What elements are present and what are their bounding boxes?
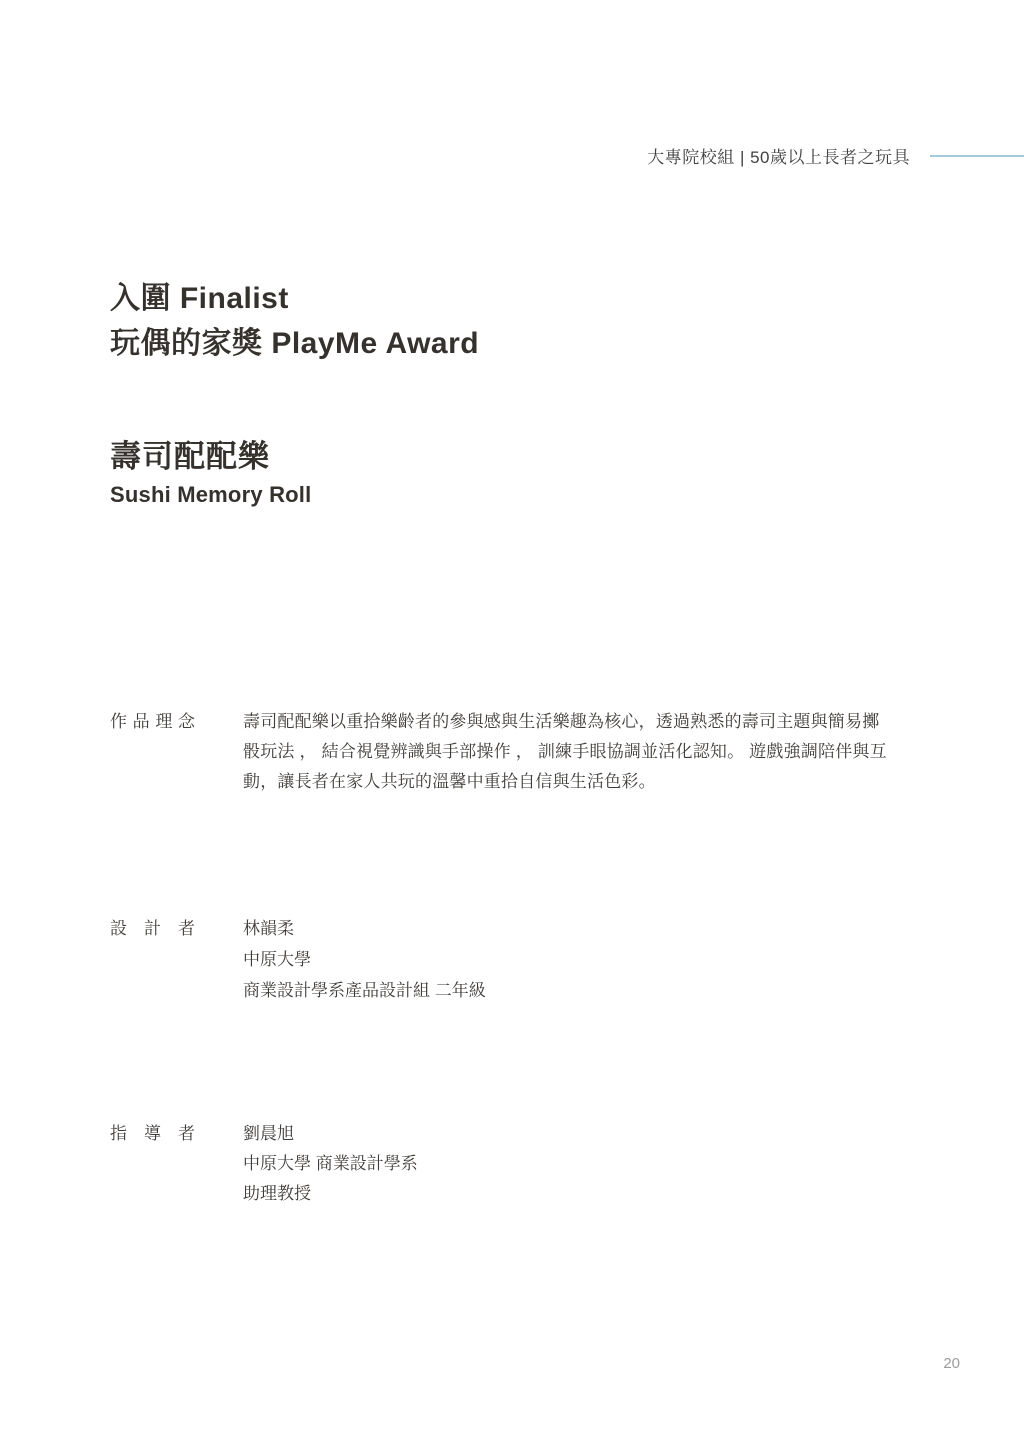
advisor-name: 劉晨旭 [243, 1124, 294, 1143]
concept-text-line: 骰玩法 ， 結合視覺辨識與手部操作 ， 訓練手眼協調並活化認知。 遊戲強調陪伴與互 [243, 742, 887, 761]
award-line-finalist: 入圍 Finalist [110, 282, 289, 315]
page-header [0, 143, 1024, 168]
section-concept [110, 707, 887, 797]
advisor-title: 助理教授 [243, 1184, 311, 1203]
concept-text-line: 動，讓長者在家人共玩的溫馨中重拾自信與生活色彩。 [243, 772, 656, 791]
header-rule-line [930, 155, 1024, 157]
concept-text-line: 壽司配配樂以重拾樂齡者的參與感與生活樂趣為核心，透過熟悉的壽司主題與簡易擲 [243, 712, 880, 731]
designer-department: 商業設計學系產品設計組 二年級 [243, 981, 486, 1000]
concept-text [243, 707, 887, 797]
work-title-en: Sushi Memory Roll [110, 482, 312, 507]
concept-label: 作 品 理 念 [110, 712, 195, 731]
award-heading [110, 276, 479, 366]
section-designer [110, 913, 486, 1006]
work-title-block [110, 437, 311, 510]
advisor-school: 中原大學 商業設計學系 [243, 1154, 418, 1173]
designer-info [243, 913, 486, 1006]
advisor-info [243, 1119, 418, 1209]
advisor-label: 指 導 者 [110, 1124, 195, 1143]
designer-school: 中原大學 [243, 950, 311, 969]
designer-name: 林韻柔 [243, 919, 294, 938]
award-line-playme: 玩偶的家獎 PlayMe Award [110, 327, 480, 360]
page-number: 20 [943, 1355, 960, 1372]
section-advisor [110, 1119, 418, 1209]
designer-label: 設 計 者 [110, 919, 195, 938]
work-title-zh: 壽司配配樂 [110, 439, 270, 474]
category-breadcrumb: 大專院校組 | 50歲以上長者之玩具 [647, 148, 910, 167]
